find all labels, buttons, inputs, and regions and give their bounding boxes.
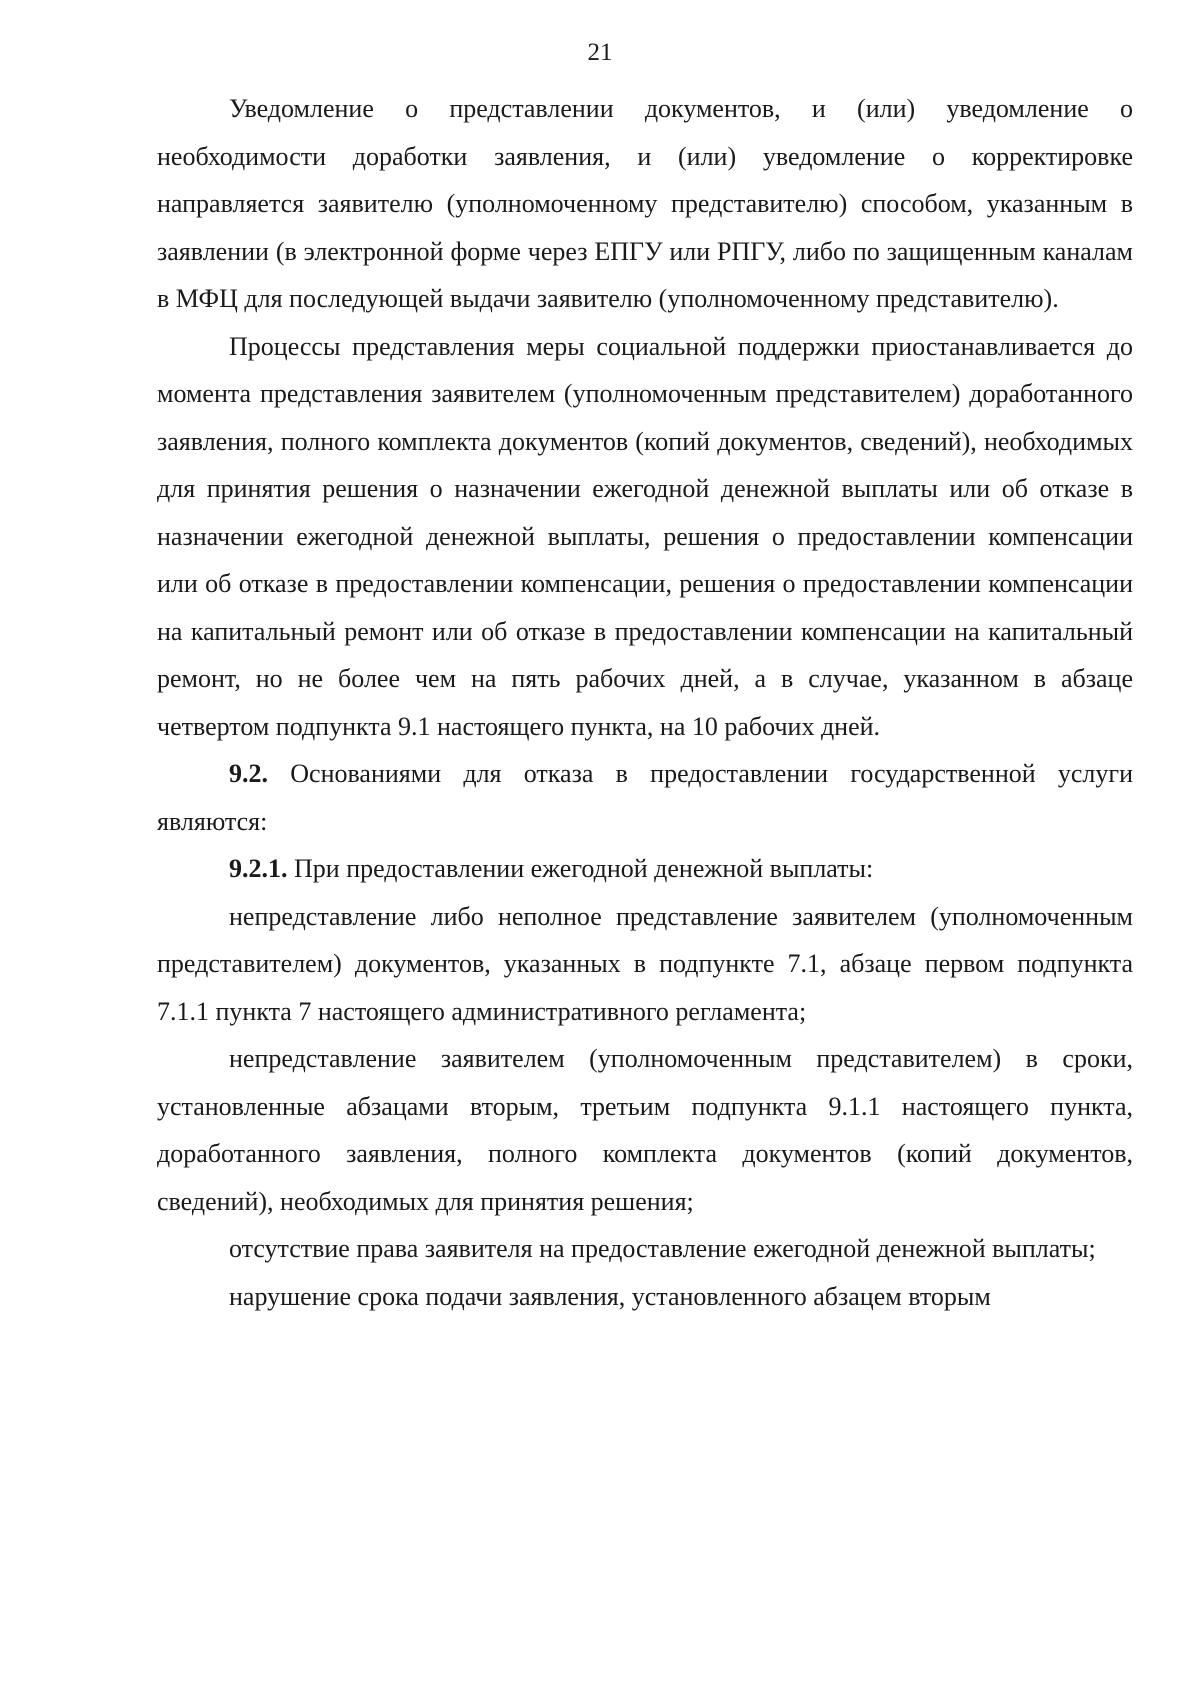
paragraph-suspension: Процессы представления меры социальной поддержки приостанавливается до момента представления заявителем (уполномоченным представителем) доработанного заявления, полного комплекта документов (копий документов, сведений), необходимых для принятия решения о назначении ежегодной денежной выплаты или об отказе в назначении ежегодной денежной выплаты, решения о предоставлении компенсации или об отказе в предоставлении компенсации, решения о предоставлении компенсации на капитальный ремонт или об отказе в предоставлении компенсации на капитальный ремонт, но не более чем на пять рабочих дней, а в случае, указанном в абзаце четвертом подпункта 9.1 настоящего пункта, на 10 рабочих дней. bbox=[157, 331, 1133, 741]
page-number: 21 bbox=[587, 39, 613, 66]
clause-text: Основаниями для отказа в предоставлении государственной услуги являются: bbox=[157, 759, 1133, 836]
clause-text: При предоставлении ежегодной денежной выплаты: bbox=[294, 854, 874, 883]
paragraph-notification: Уведомление о представлении документов, и (или) уведомление о необходимости доработки заявления, и (или) уведомление о корректировке направляется заявителю (уполномоченному представителю) способом, указанным в заявлении (в электронной форме через ЕПГУ или РПГУ, либо по защищенным каналам в МФЦ для последующей выдачи заявителю (уполномоченному представителю). bbox=[157, 94, 1133, 313]
paragraph-ground-incomplete-documents: непредставление либо неполное представление заявителем (уполномоченным представителем) документов, указанных в подпункте 7.1, абзаце первом подпункта 7.1.1 пункта 7 настоящего административного регламента; bbox=[157, 901, 1133, 1026]
document-body bbox=[157, 85, 1133, 1320]
paragraph-ground-missed-deadline: непредставление заявителем (уполномоченным представителем) в сроки, установленные абзацами вторым, третьим подпункта 9.1.1 настоящего пункта, доработанного заявления, полного комплекта документов (копий документов, сведений), необходимых для принятия решения; bbox=[157, 1044, 1133, 1216]
paragraph-9-2-1 bbox=[157, 845, 1133, 893]
clause-number: 9.2.1. bbox=[229, 854, 288, 883]
paragraph-ground-no-right: отсутствие права заявителя на предоставление ежегодной денежной выплаты; bbox=[229, 1234, 1096, 1263]
paragraph-ground-late-application: нарушение срока подачи заявления, установленного абзацем вторым bbox=[229, 1281, 991, 1311]
clause-number: 9.2. bbox=[229, 759, 268, 788]
paragraph-9-2 bbox=[157, 750, 1133, 845]
